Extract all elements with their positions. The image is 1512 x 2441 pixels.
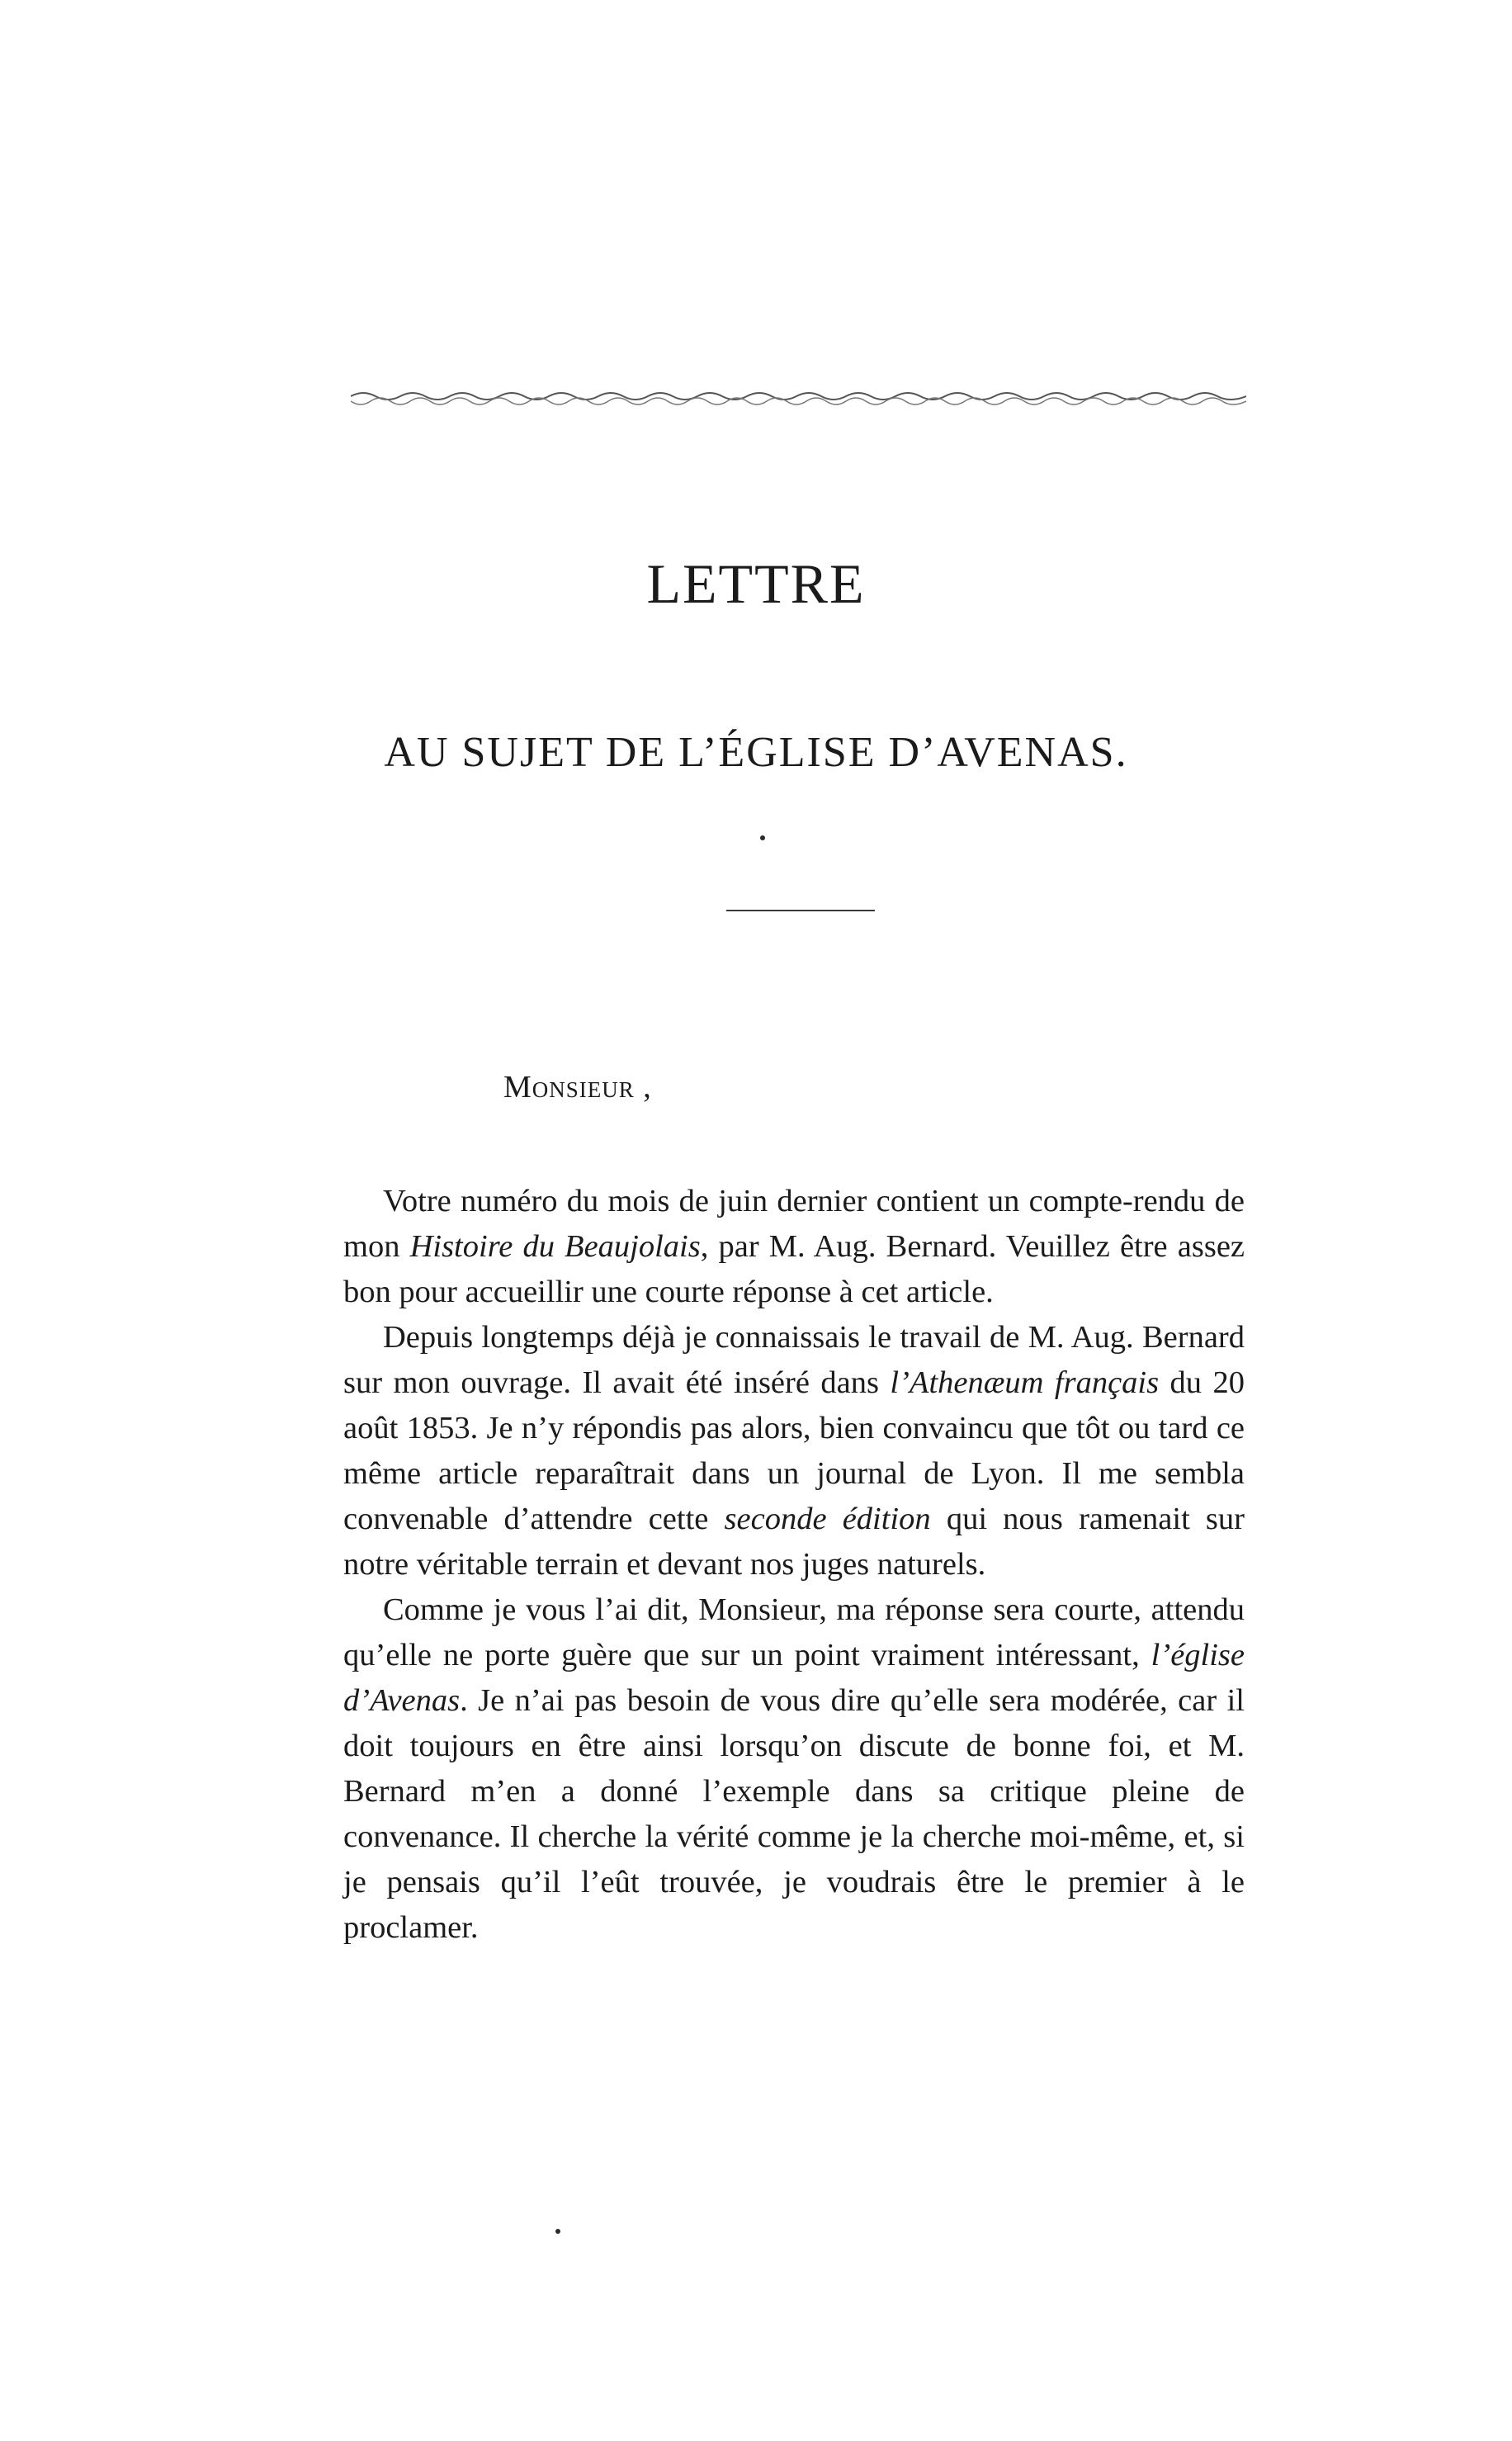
text-segment: , par M. Aug. Bernard. Veuillez être assez bon pour accueillir une courte réponse à cet article. [343, 1229, 1245, 1309]
text-segment: qui nous ramenait sur notre véritable terrain et devant nos juges naturels. [343, 1502, 1245, 1582]
paragraph [343, 1315, 1245, 1587]
italic-text-segment: l’église d’Avenas [343, 1638, 1245, 1718]
title-divider-rule [726, 910, 875, 911]
decorative-ornament-rule [351, 388, 1246, 409]
text-segment: Depuis longtemps déjà je connaissais le travail de M. Aug. Bernard sur mon ouvrage. Il avait été inséré dans [343, 1320, 1245, 1400]
italic-text-segment: seconde édition [724, 1502, 931, 1536]
page-subtitle: AU SUJET DE L’ÉGLISE D’AVENAS. [384, 729, 1128, 776]
italic-text-segment: Histoire du Beaujolais [409, 1229, 701, 1264]
decorative-dot [760, 835, 765, 840]
text-segment: Comme je vous l’ai dit, Monsieur, ma réponse sera courte, attendu qu’elle ne porte guère que sur un point vraiment intéressant, [343, 1592, 1245, 1672]
italic-text-segment: l’Athenæum français [890, 1365, 1160, 1400]
letter-body [343, 1179, 1245, 1951]
text-segment: Votre numéro du mois de juin dernier contient un compte-rendu de mon [343, 1184, 1245, 1264]
text-segment: du 20 août 1853. Je n’y répondis pas alors, bien convaincu que tôt ou tard ce même article reparaîtrait dans un journal de Lyon. Il me sembla convenable d’attendre cette [343, 1365, 1245, 1536]
page-title: LETTRE [646, 552, 866, 615]
salutation: Monsieur , [503, 1070, 652, 1105]
text-segment: . Je n’ai pas besoin de vous dire qu’elle sera modérée, car il doit toujours en être ainsi lorsqu’on discute de bonne foi, et M. Bernard m’en a donné l’exemple dans sa critique pleine de convenance. Il cherche la vérité comme je la cherche moi-même, et, si je pensais qu’il l’eût trouvée, je voudrais être le premier à le proclamer. [343, 1683, 1245, 1945]
paragraph [343, 1179, 1245, 1315]
decorative-dot [555, 2229, 560, 2234]
paragraph [343, 1587, 1245, 1951]
